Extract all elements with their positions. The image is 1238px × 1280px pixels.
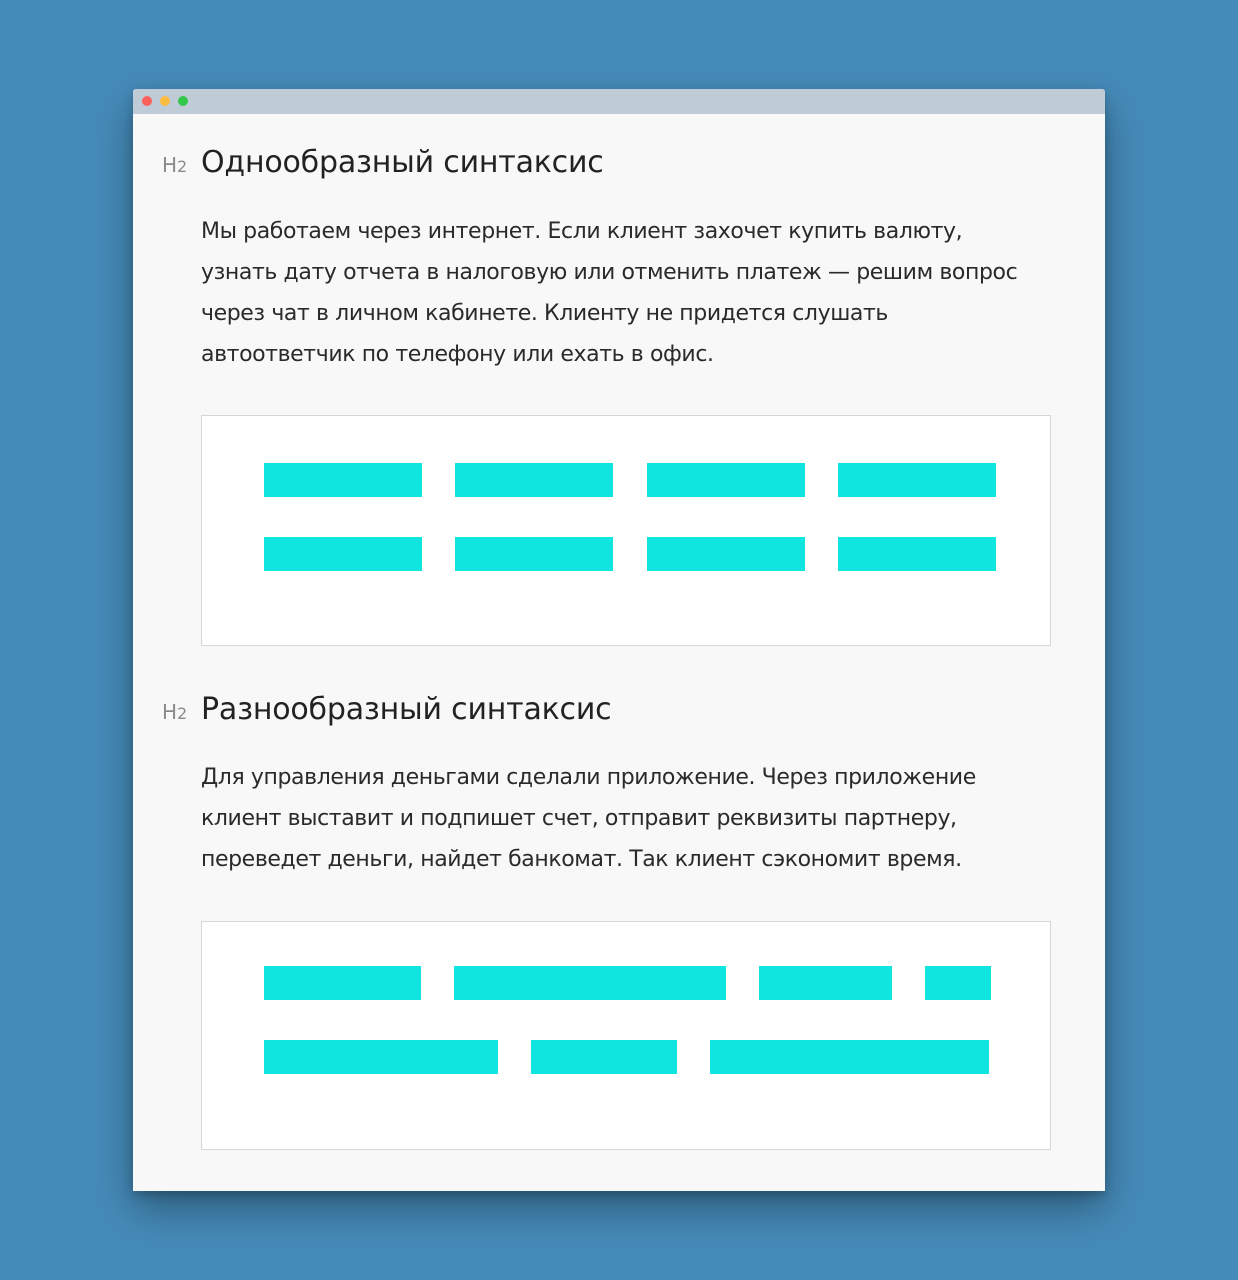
minimize-window-button[interactable] <box>160 96 170 106</box>
section-heading-uniform: Однообразный синтаксис <box>201 145 604 180</box>
paragraph-line: узнать дату отчета в налоговую или отменить платеж — решим вопрос <box>201 260 1018 285</box>
h2-marker: H2 <box>162 700 188 724</box>
illustration-bar <box>264 966 421 1000</box>
paragraph-line: переведет деньги, найдет банкомат. Так клиент сэкономит время. <box>201 847 962 872</box>
illustration-bar <box>710 1040 989 1074</box>
browser-window <box>133 89 1105 1191</box>
illustration-bar <box>759 966 892 1000</box>
illustration-bar <box>838 463 996 497</box>
section-paragraph-varied <box>201 757 1061 880</box>
illustration-bar <box>264 463 422 497</box>
section-paragraph-uniform <box>201 211 1061 375</box>
paragraph-line: Для управления деньгами сделали приложение. Через приложение <box>201 765 976 790</box>
illustration-bar <box>647 537 805 571</box>
illustration-bar <box>531 1040 677 1074</box>
paragraph-line: через чат в личном кабинете. Клиенту не придется слушать <box>201 301 888 326</box>
paragraph-line: клиент выставит и подпишет счет, отправит реквизиты партнеру, <box>201 806 957 831</box>
illustration-bar <box>647 463 805 497</box>
paragraph-line: Мы работаем через интернет. Если клиент захочет купить валюту, <box>201 219 963 244</box>
illustration-bar <box>454 966 726 1000</box>
section-heading-varied: Разнообразный синтаксис <box>201 692 612 727</box>
illustration-bar <box>264 1040 498 1074</box>
paragraph-line: автоответчик по телефону или ехать в офис. <box>201 342 714 367</box>
window-titlebar <box>133 89 1105 114</box>
zoom-window-button[interactable] <box>178 96 188 106</box>
uniform-syntax-illustration <box>201 415 1051 646</box>
illustration-bar <box>455 463 613 497</box>
h2-marker: H2 <box>162 153 188 177</box>
illustration-bar <box>455 537 613 571</box>
illustration-bar <box>838 537 996 571</box>
close-window-button[interactable] <box>142 96 152 106</box>
illustration-bar <box>264 537 422 571</box>
varied-syntax-illustration <box>201 921 1051 1150</box>
illustration-bar <box>925 966 991 1000</box>
